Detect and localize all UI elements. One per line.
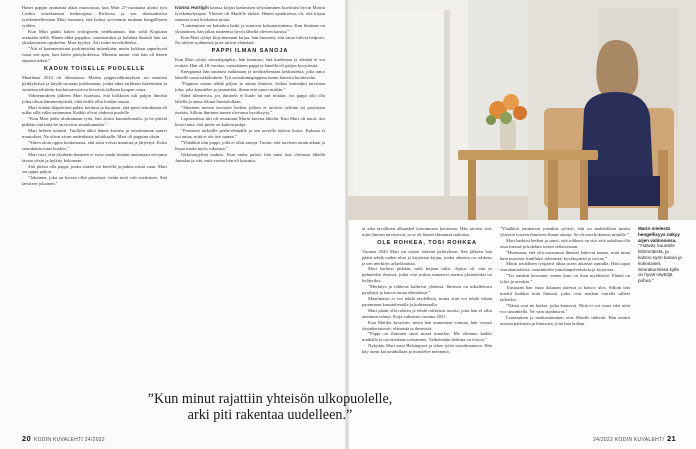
right-page-column-2 [500,226,630,429]
body-paragraph: Nykyään Mari asuu Helsingissä ja tekee työtä seurakunnassa. Hän käy usein kotiseudullaan ja muistelee menneitä. [362,343,492,355]
left-page-column-1 [22,5,167,387]
paragraph-text: kanssa kirjan laatimisen selostaminen kuvittaisi hyvin Martin työskentelytapaa. Yhteisö oli Martille tärkeä. Hänen ajatuksensa oli, että kirjan sanoma voisi koskettaa muita. [175,5,325,22]
body-paragraph: Vuonna 2020 Mari sai toisen tärkeän pyhityksen. Sen jälkeen hän päätti tehdä uuden alun ja kirjoittaa kirjan, jonka aiheena on rohkeus ja sen merkitys arkielämässä. [362,248,492,266]
body-paragraph: Maailmasta ei voi tehdä täydellistä, mutta siitä voi tehdä vähän paremman kuuntelemalla ja kohtaamalla. [362,295,492,307]
body-paragraph: ”Nämä ovat ne hetket, jotka kantavat. Niitä ei voi ostaa eikä niitä voi suunnitella. Ne vain tapahtuvat.” [500,302,630,314]
body-paragraph: Siinä tilanteessa, jos ihminen ei kuule tai näe mitään, voi pappi silti olla lähellä ja antaa lohtua läsnäolollaan. [175,92,325,104]
body-paragraph: Kun Marilta kysyttiin, mistä hän ammentaa voimaa, hän vastasi yksinkertaisesti: elämästä ja ihmisistä. [362,319,492,331]
portrait-photo-svg [348,0,696,220]
body-paragraph: Toisinaan hän istuu ikkunan ääressä ja katsoo ulos. Silloin hän miettii kaikkia niitä ihmisiä, jotka ovat matkan varrella tulleet tärkeiksi. [500,285,630,302]
left-page-footer [22,434,105,443]
body-paragraph: ”Lentäminen on kohtalon hetki ja toimivat kokonaisuutena. Kun ihminen on yksinäinen, hän jakaa tunteensa hyvin lähellä olevien kanssa.” [175,22,325,34]
body-paragraph: ”Perusteet tärkeälle perhe-elämälle ja sen arvoille tulevat kotoa. Kukaan ei voi antaa, mitä ei ole itse saanut.” [175,128,325,140]
body-paragraph: Mari hetken toimitti. Tuolloin alkoi hänen kotinsa ja seurakunnan suuret muutokset. Ne olivat aivan uudenlaisia tulokkaalle. Mari oli pappina yksin. [22,128,167,140]
body-paragraph: Valmennuksen jälkeen Mari huomasi, että kirkkoon tuli paljon ihmisiä jotka olivat hämmentyneitä, eikä heillä ollut ketään muuta. [22,92,167,104]
right-footer-label: 24/2022 KODIN KUVALEHTI [593,437,665,443]
body-paragraph: Mari harkitsi hetken ja sanoi, että rohkeus on sitä, että uskaltaa olla oma itsensä ja kohdata toisen sellaisenaan. [500,237,630,249]
section-heading: PAPPI ILMAN SANOJA [211,48,289,55]
body-paragraph: Sitä pitäisi olla pappi, jonka sisään voi kävellä ja puhua mistä vaan. Mari sai oppia paljon. [22,163,167,175]
body-paragraph: Kun Mari ryhtyi sairaalapapiksi, hän huomasi, että kuolemaa ja elämää ei voi erottaa. Hän oli 18-vuotias, vaasalainen pappi ja hänellä oli paljon kysyttävää. [175,57,325,69]
body-paragraph: ta aika tavallinen alkuaskel kasvamisen kertomaa. Hän tarvitsi sitä, mitä ihmiset tarvitsevat, ja se oli hänen elämänsä tarkoitus. [362,226,492,237]
body-paragraph: ”Sitten aloin oppia luottamusta, että asiat voivat muuttua ja järjestyä. Koko seurakunta tunsi huolen.” [22,139,167,151]
body-paragraph: ”Huomaan, että yhä useammat ihmiset hakevat samaa, mitä minä hain nuorena: kuulluksi tulemista, hyväksyntää ja turvaa.” [500,249,630,261]
pull-quote-line-1: ”Kun minut rajattiin yhteisön ulkopuolelle, [147,391,393,407]
caption-bold: Marin mielestä hengellisyys näkyy arjen valinnoissa. [638,226,680,243]
body-paragraph: Maailmaa 2012 oli alkamassa. Martin pappisvihkimyksen sai muuttaa pyhityksissä ja käydä suoraan juttelemaan, jonka takia tarkkaan hakeminen ja vainetun tehtävän koulutusarvioissa kiersivät tulkinta kaupan ostoa. [22,74,167,92]
body-paragraph: Mari tiesi, että yksikään ihminen ei voisi saada itseään tuntemaan olevansa täysin yksin ja hylätty kokonaan. [22,151,167,163]
body-paragraph: Mari harkitsi pitkään, mitä kirjaan tulisi. Ajatus oli, että se puhuttelisi ihmisiä, jotka ovat joskus tunteneet itsensä yksinäisiksi tai hylätyiksi. [362,266,492,284]
body-paragraph: ”Jokainen meistä tarvitsee hetken jolloin ei tarvitse selittää tai puolustaa itseään. Silloin ihminen tuntee olevansa hyväksytty.” [175,104,325,116]
body-paragraph: Hanet pappin ammattia alkoi muotoutua, kun Mari 27-vuotiaana aloitti työt Lieden seurakunnan tiedottajana. Kirkossa ja sen tilaisuuksissa työskennellessään Mari huomasi, että halusi syvemmin mukaan hengelliseen työhön. [22,5,167,28]
body-paragraph: Kun Mari päätti hakea teologiseen tiedekuntaan, hän sohti Kopitaan asemalta tiellä. Hänen ehkä pappiksi, saarnaavaksi ja kohdata ihmisiä hän sai yksikertaisen opiskelun. Mari kyykyi. Äiti toimi tervetulleeksi. [22,28,167,46]
body-paragraph: ”Yhtäkkiä ymmärsin jotenkin syvästi, että on mahdollista tuntea yhteyttä toiseen ihmiseen ilman sanoja. Se oli uusi kokemus minulle.” [500,226,630,237]
body-paragraph: Energiansa hän suuntasi tutkimaan ja tiedustelemaan keskustelua, joka antoi hänelle uusia näkökulmia. Työ seurakuntapappina tuntui hänestä luontevalta. [175,69,325,80]
body-paragraph: Lentäminen ja matkustaminen ovat Marille tärkeitä. Hän nauttii uusista paikoista ja ihmisistä, joita hän kohtaa. [500,314,630,326]
photo-caption [638,226,682,284]
pull-quote-line-2: arki piti rakentaa uudelleen.” [187,406,353,423]
body-paragraph: Kun Mari ryhtyi kirjoittamaan kirjaa, hän huomasi, että sanat tulivat helposti. Ne tulivat sydämestä ja ne tulivat elämästä. [175,34,325,46]
body-paragraph: Mari päätti olla rohkea ja tehdä rohkeasti asioita, joita hän ei ollut aiemmin tehnyt. Kirja valmistui vuonna 2021. [362,307,492,319]
body-paragraph [175,5,325,23]
left-page-number: 20 [22,434,31,443]
body-paragraph: ”Äiti ei kommentoinut pyrkimistäni mitenkään, mutta kokkaat superhyvät ruoat sen ajan, kun kävin pääsykokeissa. Minusta tuntui, että hän oli hänen tapansa tukea.” [22,46,167,64]
body-paragraph: Marin tavallinen työpäivä alkaa usein aikaisin aamulla. Hän tapaa seurakuntalaisia, suunnittelee jumalanpalveluksia ja kirjoittaa. [500,261,630,273]
section-heading: KADUN TOISELLE PUOLELLE [43,66,146,73]
left-footer-label: KODIN KUVALEHTI 24/2022 [33,437,105,443]
section-heading: OLE ROHKEA, TOSI ROHKEA [377,239,477,246]
body-paragraph: Ukkosenjylinä taukosi. Kun rauha palasi, hän tunsi taas olevansa lähellä Jumalaa ja sitä, mitä varten hän oli kutsuttu. [175,151,325,163]
caption-text: ”Ystävät, kuuntele lähimmäistä, ja katsoo syön kasvia ja kokonaiset. Seurakunnissa kyllä on hyviä näyttöjä puhua.” [638,243,682,284]
body-paragraph: ”Pappina saatan tehdä paljon ja auttaa ihmisiä. Joskus kuitenkin tarvitaan joku, joka kuuntelee ja ymmärtää, ilman että sanoo mitään.” [175,80,325,92]
body-paragraph: ”Jokainen, joka on kerran ollut pimeässä, tietää mitä valo merkitsee. Sitä tarvitsee jokainen.” [22,175,167,187]
body-paragraph: ”Tai ainakin kerronne, ennen kuin on liian myöhäistä. Elämä on lyhyt ja arvokas.” [500,273,630,285]
portrait-photo [348,0,696,220]
pull-quote [70,392,470,423]
body-paragraph: Mari eräänä iltapäivänä palasi kotiinsa ja huomasi, että pieni seurakunta oli tullut sillä välin auttamaan. Kaikki olivat yhdessä puolelle. [22,104,167,116]
left-page-column-2 [175,5,325,387]
right-page-footer [593,434,676,443]
body-paragraph: ”Pappi on ihminen siinä missä muutkin. Me olemme kaikki matkalla ja tarvitsemme toisiamme. Vaikeinakin hetkinä on toivoa.” [362,331,492,343]
right-page-number: 21 [667,434,676,443]
body-paragraph: ”Kun Mari pääsi aloittamaan työn, hän aloitti kuuntelemalla, ja he pitivät pitkään sitä mitä he tarvitsivat seurakunnalta.” [22,116,167,128]
body-paragraph: Lapsuudessa äiti oli seurannut Marin kasvua läheltä. Kun Mari oli nuori, äiti kertoi aina, että perhe on kaiken pohja. [175,116,325,128]
body-paragraph: ”Yhtäkkiä olin pappi, jolla ei ollut sanoja. Tuntui, että tarvitsin oman aikani ja lepoa mutta myös rukousta.” [175,139,325,151]
body-paragraph: ”Merkitys ja rohkeus kulkevat yhdessä. Ihmisen on uskallettava pysähtyä ja katsoa omaa elämäänsä.” [362,284,492,296]
paragraph-lead: Ivanna Hurtigin [175,5,209,10]
